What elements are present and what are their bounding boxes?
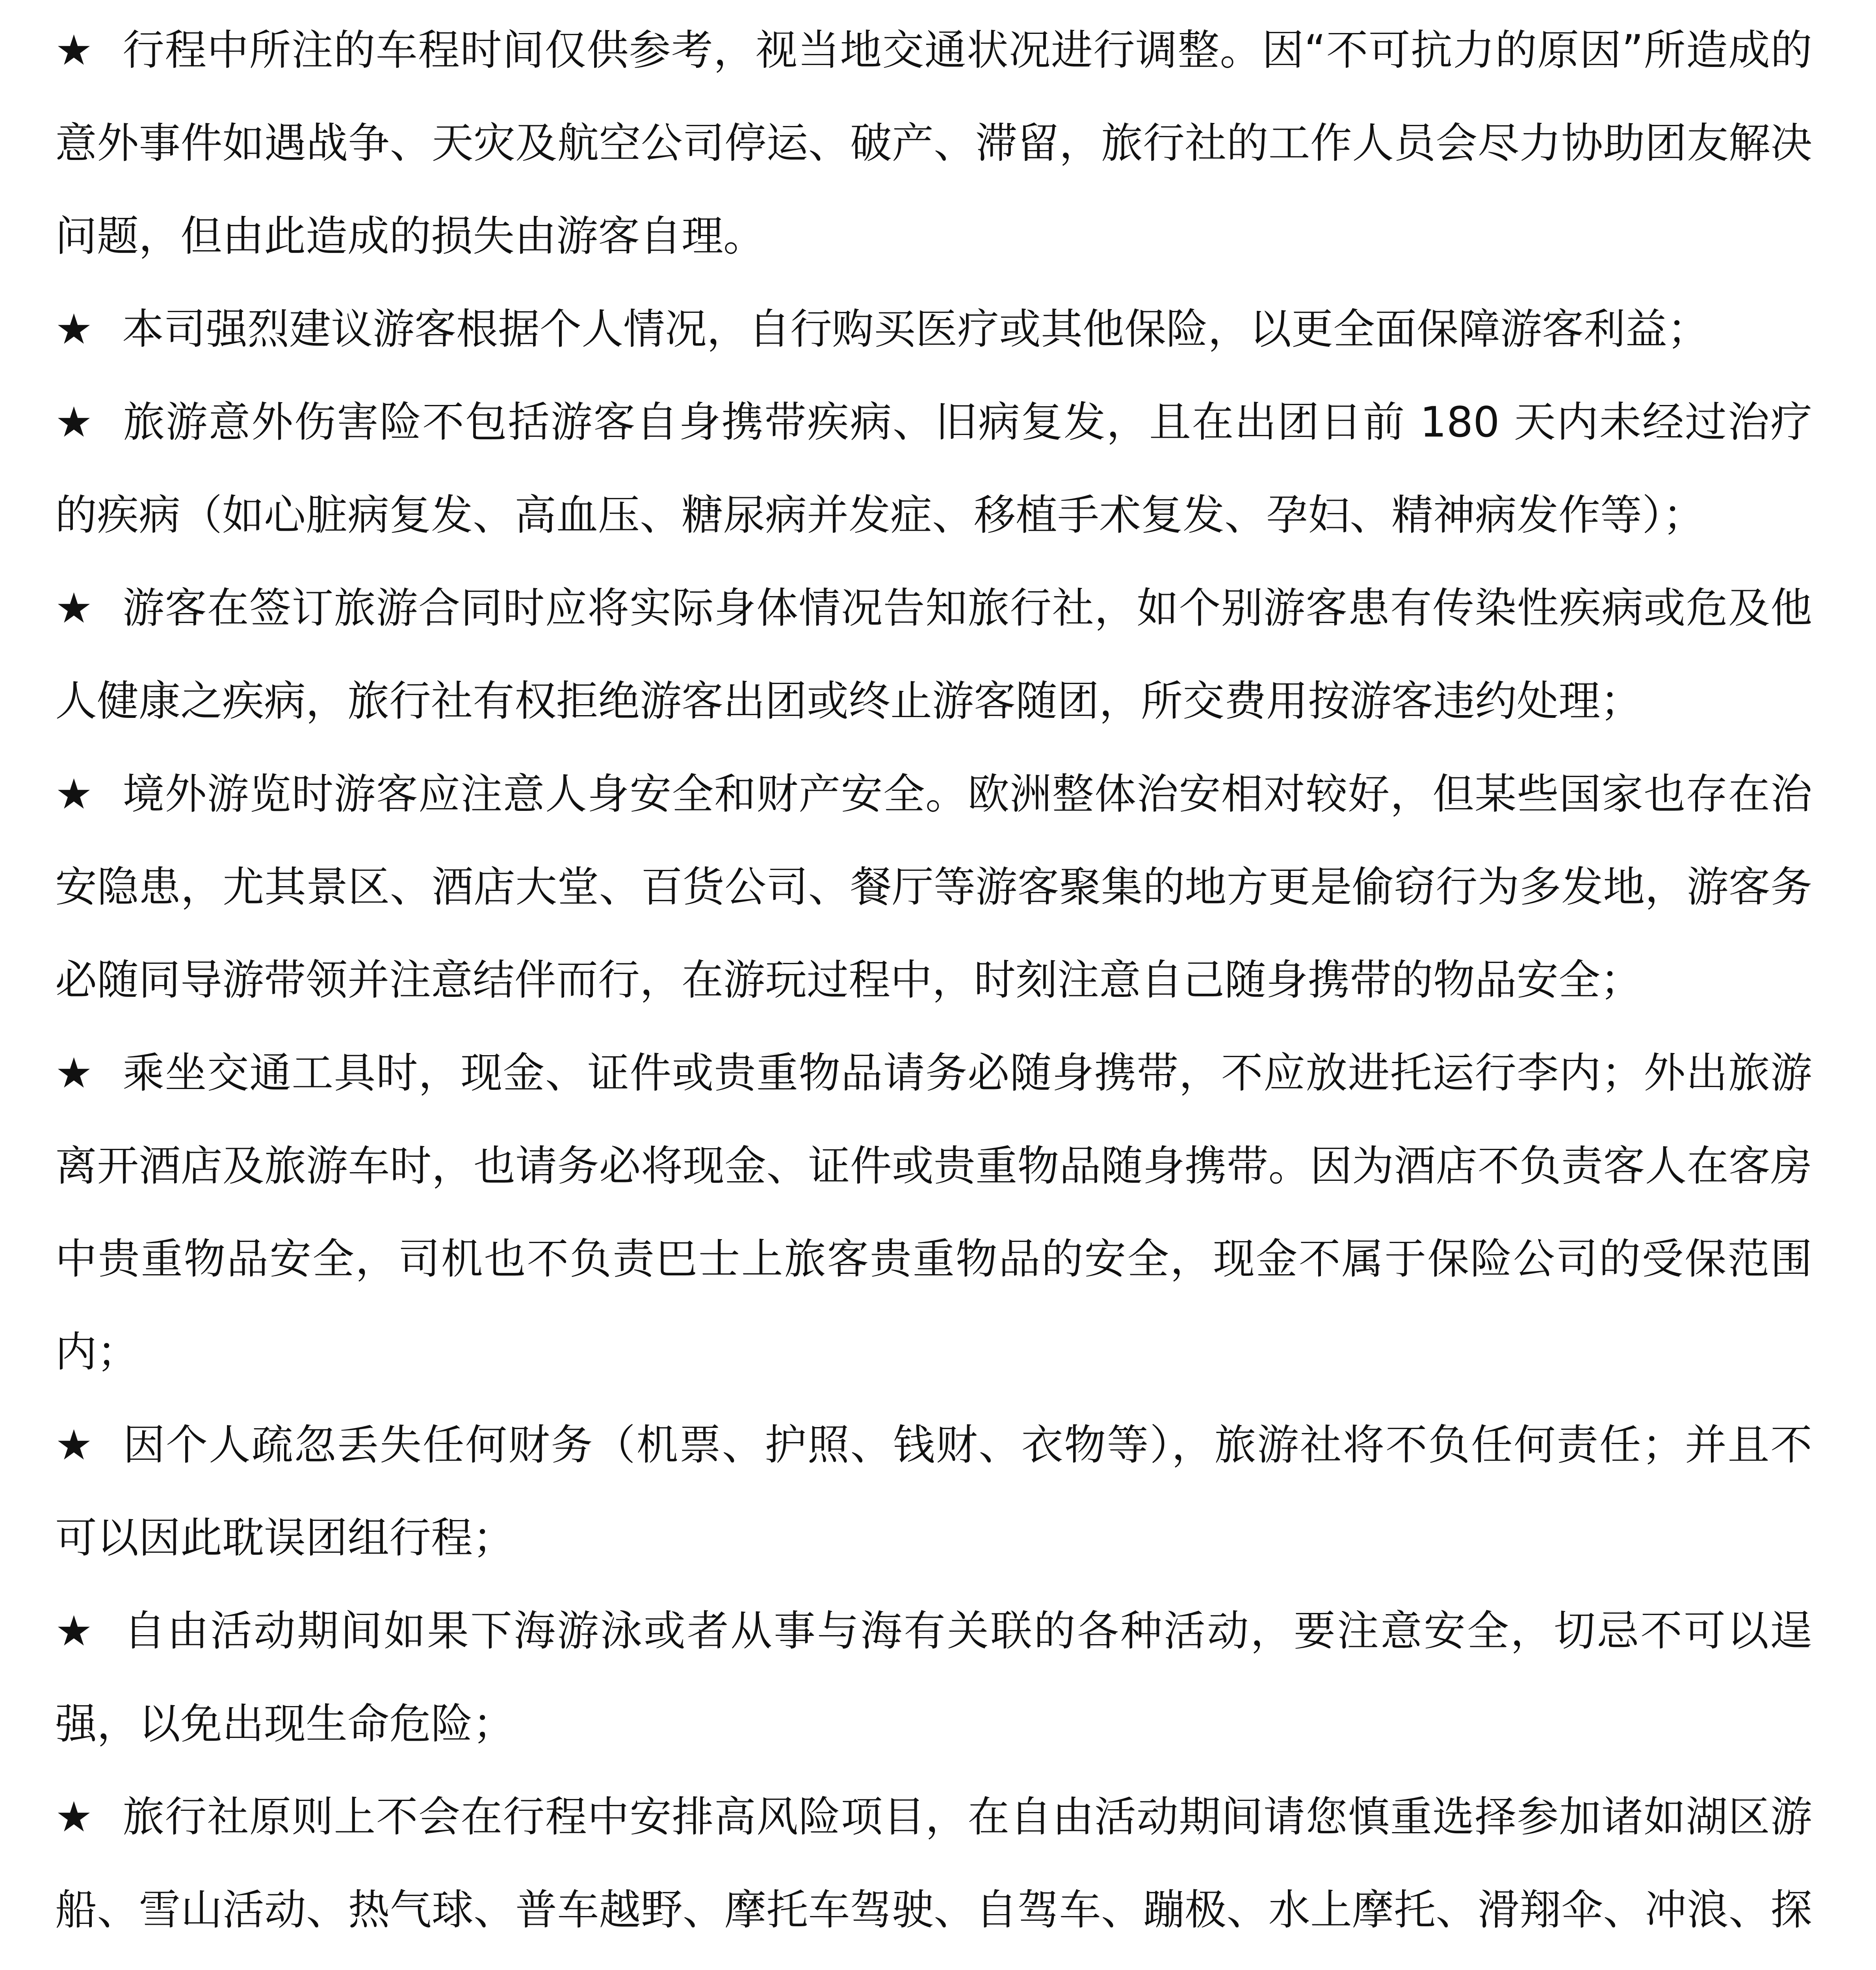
- notice-text: 因个人疏忽丢失任何财务（机票、护照、钱财、衣物等），旅游社将不负任何责任；并且不可以因此耽误团组行程；: [55, 1421, 1812, 1562]
- notice-item: [55, 1399, 1812, 1585]
- notice-text: 自由活动期间如果下海游泳或者从事与海有关联的各种活动，要注意安全，切忌不可以逞强，以免出现生命危险；: [55, 1607, 1812, 1748]
- black-star-icon: ★: [55, 1421, 93, 1469]
- black-star-icon: ★: [55, 26, 93, 74]
- notice-item: [55, 376, 1812, 562]
- notice-item: [55, 1771, 1812, 1970]
- black-star-icon: ★: [55, 1793, 93, 1841]
- notice-text: 旅行社原则上不会在行程中安排高风险项目，在自由活动期间请您慎重选择参加诸如湖区游船、雪山活动、热气球、普车越野、摩托车驾驶、自驾车、蹦极、水上摩托、滑翔伞、冲浪、探: [55, 1793, 1812, 1934]
- black-star-icon: ★: [55, 398, 93, 446]
- notice-item: [55, 4, 1812, 283]
- notice-item: [55, 283, 1812, 376]
- notice-item: [55, 748, 1812, 1027]
- notice-text: 本司强烈建议游客根据个人情况，自行购买医疗或其他保险，以更全面保障游客利益；: [122, 305, 1709, 353]
- notice-text: 境外游览时游客应注意人身安全和财产安全。欧洲整体治安相对较好，但某些国家也存在治安隐患，尤其景区、酒店大堂、百货公司、餐厅等游客聚集的地方更是偷窃行为多发地，游客务必随同导游带领并注意结伴而行，在游玩过程中，时刻注意自己随身携带的物品安全；: [55, 770, 1812, 1004]
- black-star-icon: ★: [55, 770, 93, 818]
- black-star-icon: ★: [55, 1049, 93, 1097]
- black-star-icon: ★: [55, 1607, 93, 1655]
- black-star-icon: ★: [55, 584, 93, 632]
- notice-text: 行程中所注的车程时间仅供参考，视当地交通状况进行调整。因“不可抗力的原因”所造成的意外事件如遇战争、天灾及航空公司停运、破产、滞留，旅行社的工作人员会尽力协助团友解决问题，但由此造成的损失由游客自理。: [55, 26, 1812, 260]
- notice-text: 游客在签订旅游合同时应将实际身体情况告知旅行社，如个别游客患有传染性疾病或危及他人健康之疾病，旅行社有权拒绝游客出团或终止游客随团，所交费用按游客违约处理；: [55, 584, 1812, 725]
- black-star-icon: ★: [55, 305, 93, 353]
- notice-item: [55, 562, 1812, 748]
- notice-text: 乘坐交通工具时，现金、证件或贵重物品请务必随身携带，不应放进托运行李内；外出旅游离开酒店及旅游车时，也请务必将现金、证件或贵重物品随身携带。因为酒店不负责客人在客房中贵重物品安全，司机也不负责巴士上旅客贵重物品的安全，现金不属于保险公司的受保范围内；: [55, 1049, 1812, 1376]
- notice-item: [55, 1027, 1812, 1399]
- travel-notice-page: [55, 0, 1812, 1970]
- notice-item: [55, 1585, 1812, 1771]
- notice-text: 旅游意外伤害险不包括游客自身携带疾病、旧病复发，且在出团日前 180 天内未经过治疗的疾病（如心脏病复发、高血压、糖尿病并发症、移植手术复发、孕妇、精神病发作等）；: [55, 398, 1812, 539]
